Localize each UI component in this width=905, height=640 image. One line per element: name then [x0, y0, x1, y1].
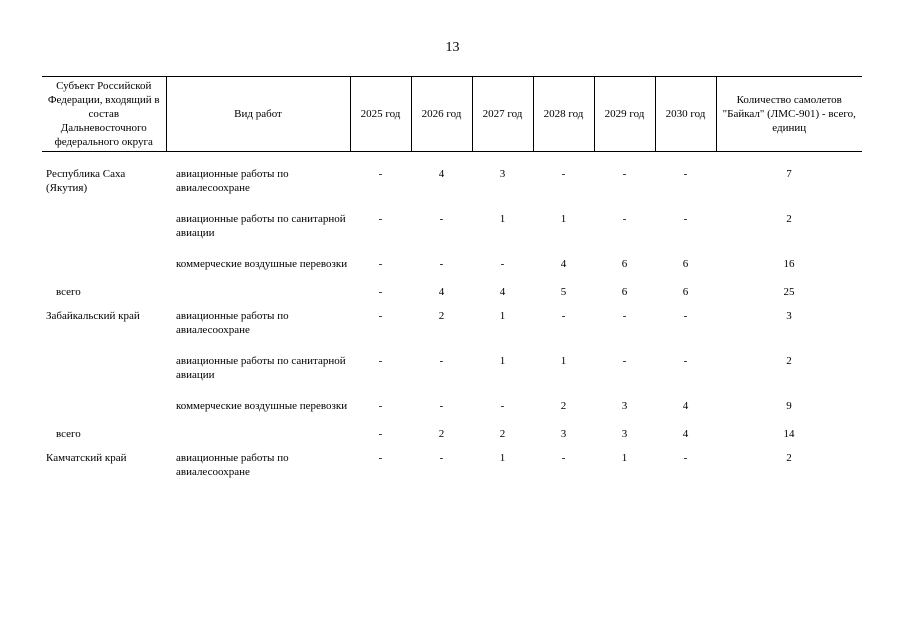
row-value-2027: 1 — [499, 355, 506, 367]
row-value-2025: - — [378, 355, 383, 367]
row-value-2029: - — [622, 355, 627, 367]
row-value-2026: - — [439, 213, 444, 225]
row-value-2025: - — [378, 286, 383, 298]
row-total: 7 — [786, 168, 792, 180]
table-row — [42, 382, 862, 413]
row-value-2026: - — [439, 355, 444, 367]
row-value-2030: - — [683, 452, 688, 464]
row-value-2025: - — [378, 400, 383, 412]
table-row — [42, 299, 862, 337]
row-value-2030: 4 — [682, 400, 689, 412]
row-value-2026: - — [439, 258, 444, 270]
row-value-2029: 6 — [621, 258, 628, 270]
row-total: 2 — [786, 452, 792, 464]
row-value-2029: 1 — [621, 452, 628, 464]
row-total: 2 — [786, 355, 792, 367]
header-work-type: Вид работ — [166, 77, 350, 152]
table-row-total — [42, 413, 862, 441]
row-work-type: авиационные работы по авиалесоохране — [176, 452, 289, 478]
table-row — [42, 337, 862, 382]
row-value-2026: - — [439, 452, 444, 464]
row-value-2027: 1 — [499, 452, 506, 464]
row-work-type: авиационные работы по авиалесоохране — [176, 168, 289, 194]
row-value-2030: - — [683, 355, 688, 367]
header-subject: Субъект Российской Федерации, входящий в состав Дальневосточного федерального округа — [47, 80, 160, 148]
row-value-2027: - — [500, 400, 505, 412]
row-subject — [42, 337, 166, 382]
row-value-2030: 6 — [682, 286, 689, 298]
row-work-type: авиационные работы по санитарной авиации — [176, 355, 346, 381]
row-work-type: коммерческие воздушные перевозки — [176, 258, 348, 270]
row-subject: Республика Саха (Якутия) — [46, 168, 126, 194]
row-value-2029: 3 — [621, 428, 628, 440]
row-value-2025: - — [378, 213, 383, 225]
row-total: 2 — [786, 213, 792, 225]
header-year-2029: 2029 год — [594, 77, 655, 152]
row-value-2025: - — [378, 428, 383, 440]
row-value-2028: - — [561, 310, 566, 322]
header-year-2030: 2030 год — [655, 77, 716, 152]
row-subject: Камчатский край — [46, 452, 127, 464]
row-value-2029: - — [622, 213, 627, 225]
row-total: 16 — [783, 258, 795, 270]
row-value-2026: 2 — [438, 428, 445, 440]
row-value-2030: - — [683, 168, 688, 180]
row-value-2026: - — [439, 400, 444, 412]
table-row — [42, 240, 862, 271]
row-value-2028: 2 — [560, 400, 567, 412]
row-value-2027: 1 — [499, 213, 506, 225]
page-number: 13 — [445, 40, 460, 55]
row-subject — [42, 382, 166, 413]
row-value-2025: - — [378, 258, 383, 270]
row-value-2027: 1 — [499, 310, 506, 322]
row-value-2028: 1 — [560, 355, 567, 367]
row-value-2025: - — [378, 310, 383, 322]
row-subject: Забайкальский край — [46, 310, 140, 322]
row-subject — [42, 195, 166, 240]
row-value-2028: - — [561, 168, 566, 180]
row-value-2029: - — [622, 310, 627, 322]
row-value-2028: 4 — [560, 258, 567, 270]
row-value-2026: 2 — [438, 310, 445, 322]
row-total: 3 — [786, 310, 792, 322]
row-value-2030: 6 — [682, 258, 689, 270]
row-value-2029: 6 — [621, 286, 628, 298]
row-work-type — [166, 413, 350, 441]
row-value-2029: - — [622, 168, 627, 180]
row-value-2027: 4 — [499, 286, 506, 298]
row-value-2028: 1 — [560, 213, 567, 225]
table-row — [42, 195, 862, 240]
row-work-type: авиационные работы по авиалесоохране — [176, 310, 289, 336]
row-subject: всего — [56, 428, 81, 440]
row-value-2027: 3 — [499, 168, 506, 180]
table-row-total — [42, 271, 862, 299]
row-subject — [42, 240, 166, 271]
row-value-2030: - — [683, 213, 688, 225]
row-work-type: авиационные работы по санитарной авиации — [176, 213, 346, 239]
row-work-type: коммерческие воздушные перевозки — [176, 400, 348, 412]
header-year-2028: 2028 год — [533, 77, 594, 152]
table-row — [42, 441, 862, 479]
row-value-2026: 4 — [438, 168, 445, 180]
aircraft-distribution-table — [42, 76, 862, 479]
header-year-2027: 2027 год — [472, 77, 533, 152]
row-value-2028: - — [561, 452, 566, 464]
header-year-2026: 2026 год — [411, 77, 472, 152]
row-value-2030: 4 — [682, 428, 689, 440]
row-total: 14 — [783, 428, 795, 440]
row-value-2027: 2 — [499, 428, 506, 440]
row-subject: всего — [56, 286, 81, 298]
header-year-2025: 2025 год — [350, 77, 411, 152]
row-value-2028: 5 — [560, 286, 567, 298]
row-value-2029: 3 — [621, 400, 628, 412]
row-value-2026: 4 — [438, 286, 445, 298]
table-row — [42, 152, 862, 196]
row-value-2027: - — [500, 258, 505, 270]
row-work-type — [166, 271, 350, 299]
row-total: 25 — [783, 286, 795, 298]
row-value-2025: - — [378, 452, 383, 464]
row-total: 9 — [786, 400, 792, 412]
header-quantity: Количество самолетов "Байкал" (ЛМС-901) - всего, единиц — [716, 77, 862, 152]
table-header-row — [42, 77, 862, 152]
row-value-2030: - — [683, 310, 688, 322]
row-value-2025: - — [378, 168, 383, 180]
row-value-2028: 3 — [560, 428, 567, 440]
